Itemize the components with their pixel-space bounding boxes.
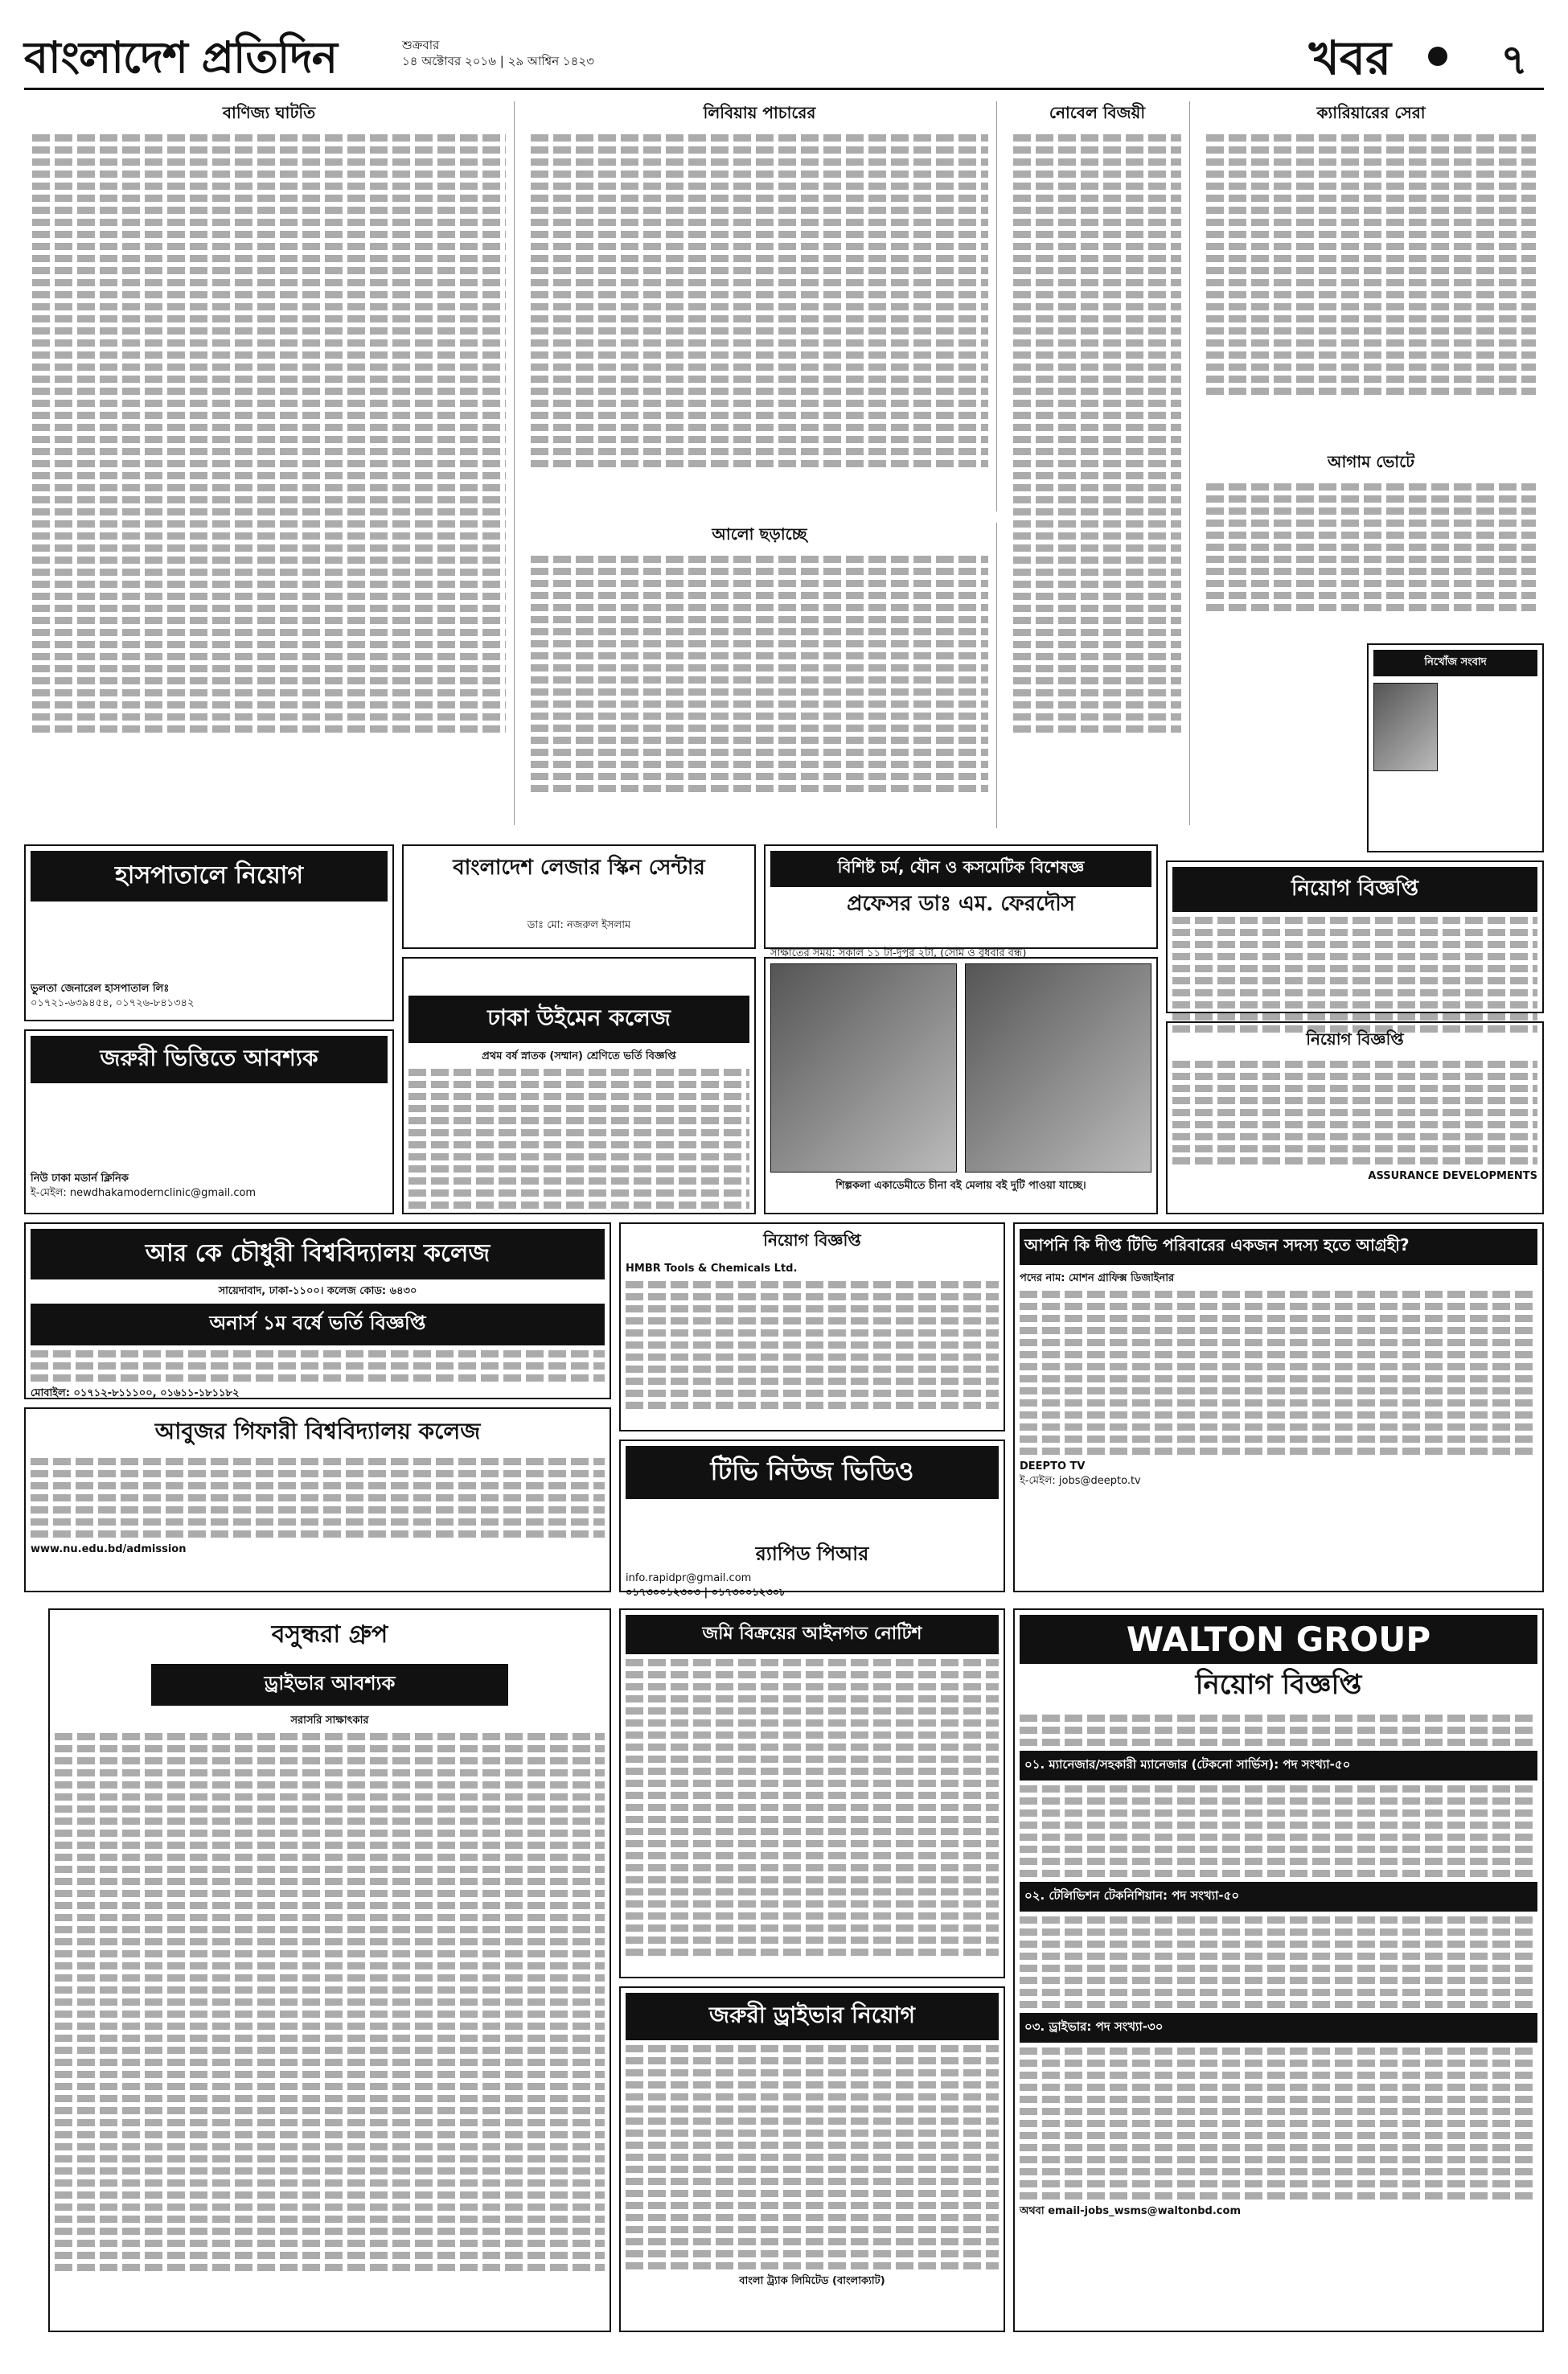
- ad-phone: ০১৭২১-৬৩৯৪৫৪, ০১৭২৬-৮৪১৩৪২: [31, 997, 195, 1009]
- ad-hmbr: [619, 1222, 1005, 1431]
- ad-title: নিয়োগ বিজ্ঞপ্তি: [763, 1230, 861, 1250]
- article-early-vote: [1198, 450, 1544, 635]
- ad-driver: [619, 1986, 1005, 2332]
- book-cover-2: [965, 963, 1151, 1173]
- article-title: নোবেল বিজয়ী: [1049, 103, 1146, 122]
- ad-title: আর কে চৌধুরী বিশ্ববিদ্যালয় কলেজ: [31, 1229, 605, 1279]
- ad-org: HMBR Tools & Chemicals Ltd.: [626, 1263, 798, 1275]
- walton-section-3: ০৩. ড্রাইভার: পদ সংখ্যা-৩০: [1020, 2013, 1537, 2043]
- ad-urgent: [24, 1029, 394, 1214]
- ad-title: নিয়োগ বিজ্ঞপ্তি: [1172, 867, 1537, 912]
- ad-body: [31, 1350, 605, 1382]
- ad-brand: র‍্যাপিড পিআর: [755, 1542, 869, 1565]
- ad-post: পদের নাম: মোশন গ্রাফিক্স ডিজাইনার: [1020, 1272, 1175, 1284]
- ad-body: [31, 1458, 605, 1538]
- ad-books: [764, 957, 1158, 1214]
- ad-org: ভুলতা জেনারেল হাসপাতাল লিঃ: [31, 983, 170, 995]
- ad-email: অথবা email-jobs_wsms@waltonbd.com: [1020, 2205, 1241, 2217]
- ad-title: নিয়োগ বিজ্ঞপ্তি: [1306, 1029, 1404, 1049]
- ad-title: জমি বিক্রয়ের আইনগত নোটিশ: [626, 1615, 999, 1654]
- ad-doctor: ডাঃ মো: নজরুল ইসলাম: [527, 919, 631, 931]
- article-body: [32, 134, 506, 733]
- walton-section-2: ০২. টেলিভিশন টেকনিশিয়ান: পদ সংখ্যা-৫০: [1020, 1882, 1537, 1912]
- ad-email: info.rapidpr@gmail.com: [626, 1572, 752, 1584]
- ad-title: বিশিষ্ট চর্ম, যৌন ও কসমেটিক বিশেষজ্ঞ: [770, 851, 1151, 887]
- ad-caption: শিল্পকলা একাডেমীতে চীনা বই মেলায় বই দুটি পাওয়া যাচ্ছে।: [835, 1180, 1086, 1192]
- missing-title: নিখোঁজ সংবাদ: [1373, 650, 1537, 676]
- article-body: [531, 134, 988, 467]
- ad-hospital: [24, 844, 394, 1021]
- article-title: আগাম ভোটে: [1327, 452, 1415, 471]
- ad-mobile: মোবাইল: ০১৭১২-৮১১১০০, ০১৬১১-১৮১১৮২: [31, 1387, 240, 1399]
- ad-laser: [402, 844, 756, 949]
- dateline: শুক্রবার ১৪ অক্টোবর ২০১৬ | ২৯ আশ্বিন ১৪২৩: [402, 38, 594, 68]
- article-title: লিবিয়ায় পাচারের: [703, 103, 816, 122]
- article-body: [1206, 134, 1536, 395]
- article-title: ক্যারিয়ারের সেরা: [1316, 103, 1426, 122]
- article-trade-deficit: [24, 101, 515, 825]
- ad-org: ASSURANCE DEVELOPMENTS: [1368, 1170, 1537, 1182]
- ad-time: সাক্ষাতের সময়: সকাল ১১ টা-দুপুর ২টা, (সোম ও বুধবার বন্ধ): [770, 947, 1027, 959]
- ad-title: বসুন্ধরা গ্রুপ: [271, 1620, 388, 1649]
- section-title: খবর: [1308, 31, 1391, 85]
- article-career: [1198, 101, 1544, 439]
- newspaper-logo: বাংলাদেশ প্রতিদিন: [24, 31, 337, 83]
- ad-recruitment: [1166, 860, 1544, 1013]
- article-body: [531, 556, 988, 792]
- ad-intro: [1020, 1715, 1537, 1746]
- ad-skin-specialist: [764, 844, 1158, 959]
- ad-title: জরুরী ভিত্তিতে আবশ্যক: [31, 1036, 388, 1083]
- article-libya: [523, 101, 997, 511]
- ad-body: [626, 2045, 999, 2269]
- article-body: [1206, 483, 1536, 611]
- ad-body: [1020, 1291, 1537, 1455]
- ad-body: [626, 1659, 999, 1956]
- ad-email: ই-মেইল: newdhakamodernclinic@gmail.com: [31, 1187, 257, 1199]
- ad-sub2: সরাসরি সাক্ষাৎকার: [290, 1715, 369, 1727]
- article-title: বাণিজ্য ঘাটতি: [222, 103, 316, 122]
- masthead: [24, 19, 1544, 90]
- ad-sub: অনার্স ১ম বর্ষে ভর্তি বিজ্ঞপ্তি: [31, 1304, 605, 1345]
- ad-body: [408, 1069, 749, 1209]
- ad-title: ঢাকা উইমেন কলেজ: [408, 996, 749, 1043]
- ad-org: বাংলা ট্র্যাক লিমিটেড (বাংলাক্যাট): [739, 2275, 885, 2287]
- ad-bashundhara: [48, 1608, 611, 2332]
- ad-agu-college: [24, 1407, 611, 1592]
- article-nobel: [1005, 101, 1190, 825]
- ad-org: নিউ ঢাকা মডার্ন ক্লিনিক: [31, 1173, 129, 1185]
- ad-dhaka-women-college: [402, 957, 756, 1214]
- ad-title: জরুরী ড্রাইভার নিয়োগ: [626, 1993, 999, 2040]
- missing-person-notice: [1367, 643, 1544, 852]
- ad-body: [1172, 917, 1537, 1033]
- ad-title: WALTON GROUP: [1020, 1615, 1537, 1664]
- ad-title: হাসপাতালে নিয়োগ: [31, 851, 388, 902]
- ad-land-notice: [619, 1608, 1005, 1978]
- ad-deepto-tv: [1013, 1222, 1544, 1592]
- ad-doctor: প্রফেসর ডাঃ এম. ফেরদৌস: [847, 892, 1075, 916]
- book-cover-1: [770, 963, 957, 1173]
- ad-tv-news: [619, 1440, 1005, 1599]
- article-light: [523, 523, 997, 828]
- ad-phone: ০১৭৩০০১২৩০৩ | ০১৭৩০০১২৩০৮: [626, 1587, 786, 1599]
- missing-person-photo: [1373, 683, 1438, 771]
- ad-title: আবুজর গিফারী বিশ্ববিদ্যালয় কলেজ: [154, 1418, 481, 1444]
- ad-sub: নিয়োগ বিজ্ঞপ্তি: [1195, 1669, 1362, 1701]
- ad-body: [1172, 1061, 1537, 1164]
- ad-logo: DEEPTO TV: [1020, 1460, 1086, 1472]
- bullet-dot: [1428, 47, 1447, 66]
- walton-section-1: ০১. ম্যানেজার/সহকারী ম্যানেজার (টেকনো সার্ভিস): পদ সংখ্যা-৫০: [1020, 1751, 1537, 1780]
- ad-title: বাংলাদেশ লেজার স্কিন সেন্টার: [453, 856, 705, 880]
- article-title: আলো ছড়াচ্ছে: [712, 524, 807, 544]
- ad-title: টিভি নিউজ ভিডিও: [626, 1446, 999, 1499]
- article-body: [1013, 134, 1181, 733]
- ad-sub: প্রথম বর্ষ স্নাতক (সম্মান) শ্রেণিতে ভর্তি বিজ্ঞপ্তি: [482, 1050, 676, 1062]
- ad-rkc-college: [24, 1222, 611, 1399]
- ad-walton: [1013, 1608, 1544, 2332]
- ad-body: [626, 1281, 999, 1409]
- ad-assurance: [1166, 1021, 1544, 1214]
- ad-email: ই-মেইল: jobs@deepto.tv: [1020, 1475, 1141, 1487]
- ad-sub: ড্রাইভার আবশ্যক: [151, 1664, 508, 1706]
- ad-body: [55, 1733, 605, 2271]
- ad-web[interactable]: www.nu.edu.bd/admission: [31, 1543, 187, 1555]
- ad-question: আপনি কি দীপ্ত টিভি পরিবারের একজন সদস্য হতে আগ্রহী?: [1020, 1229, 1537, 1265]
- ad-address: সায়েদাবাদ, ঢাকা-১১০০। কলেজ কোড: ৬৪৩০: [218, 1285, 417, 1297]
- page-number: ৭: [1500, 36, 1528, 84]
